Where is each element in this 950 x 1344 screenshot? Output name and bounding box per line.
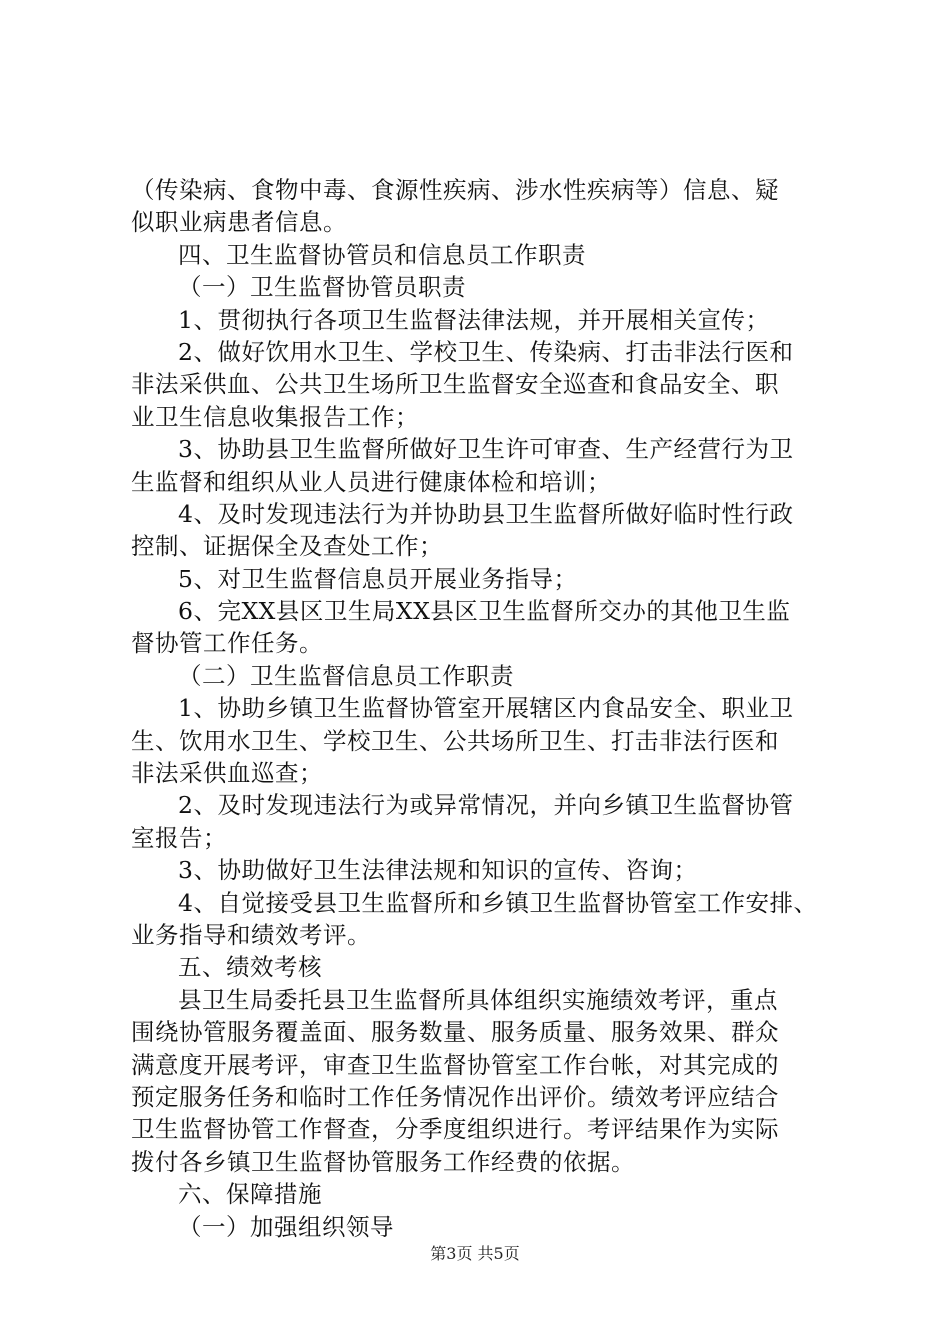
text-line: 似职业病患者信息。	[131, 208, 347, 237]
text-line: 业务指导和绩效考评。	[131, 920, 371, 949]
text-line: 卫生监督协管工作督查，分季度组织进行。考评结果作为实际	[131, 1115, 779, 1144]
text-line: 6、完XX县区卫生局XX县区卫生监督所交办的其他卫生监	[178, 597, 791, 626]
text-line: 拨付各乡镇卫生监督协管服务工作经费的依据。	[131, 1147, 635, 1176]
text-line: 5、对卫生监督信息员开展业务指导；	[178, 564, 578, 593]
text-line: 3、协助县卫生监督所做好卫生许可审查、生产经营行为卫	[178, 435, 794, 464]
text-line: 督协管工作任务。	[131, 629, 323, 658]
text-line: 非法采供血、公共卫生场所卫生监督安全巡查和食品安全、职	[131, 370, 779, 399]
text-line: 生监督和组织从业人员进行健康体检和培训；	[131, 467, 611, 496]
document-body	[131, 174, 831, 1243]
text-line: （传染病、食物中毒、食源性疾病、涉水性疾病等）信息、疑	[131, 176, 779, 204]
text-line: 业卫生信息收集报告工作；	[131, 402, 419, 431]
text-line: 4、及时发现违法行为并协助县卫生监督所做好临时性行政	[178, 499, 794, 528]
text-line: 控制、证据保全及查处工作；	[131, 532, 443, 561]
text-line: 非法采供血巡查；	[131, 759, 323, 788]
text-line: 1、协助乡镇卫生监督协管室开展辖区内食品安全、职业卫	[178, 694, 794, 723]
text-line: （一）卫生监督协管员职责	[178, 273, 466, 302]
text-line: （二）卫生监督信息员工作职责	[178, 661, 514, 690]
text-line: 2、及时发现违法行为或异常情况，并向乡镇卫生监督协管	[178, 791, 794, 820]
text-line: 县卫生局委托县卫生监督所具体组织实施绩效考评，重点	[178, 985, 778, 1014]
text-line: 满意度开展考评，审查卫生监督协管室工作台帐，对其完成的	[131, 1050, 779, 1079]
text-line: 四、卫生监督协管员和信息员工作职责	[178, 240, 586, 269]
text-line: 2、做好饮用水卫生、学校卫生、传染病、打击非法行医和	[178, 337, 794, 366]
text-line: 六、保障措施	[178, 1180, 322, 1209]
text-line: 1、贯彻执行各项卫生监督法律法规，并开展相关宣传；	[178, 305, 770, 334]
text-line: 4、自觉接受县卫生监督所和乡镇卫生监督协管室工作安排、	[178, 888, 818, 917]
page-footer: 第3页 共5页	[430, 1244, 520, 1263]
text-line: 3、协助做好卫生法律法规和知识的宣传、咨询；	[178, 856, 698, 885]
text-line: 室报告；	[131, 823, 227, 852]
text-line: 围绕协管服务覆盖面、服务数量、服务质量、服务效果、群众	[131, 1018, 779, 1047]
text-line: 预定服务任务和临时工作任务情况作出评价。绩效考评应结合	[131, 1082, 779, 1111]
text-line: 五、绩效考核	[178, 953, 322, 982]
text-line: 生、饮用水卫生、学校卫生、公共场所卫生、打击非法行医和	[131, 726, 779, 755]
text-line: （一）加强组织领导	[178, 1212, 394, 1241]
